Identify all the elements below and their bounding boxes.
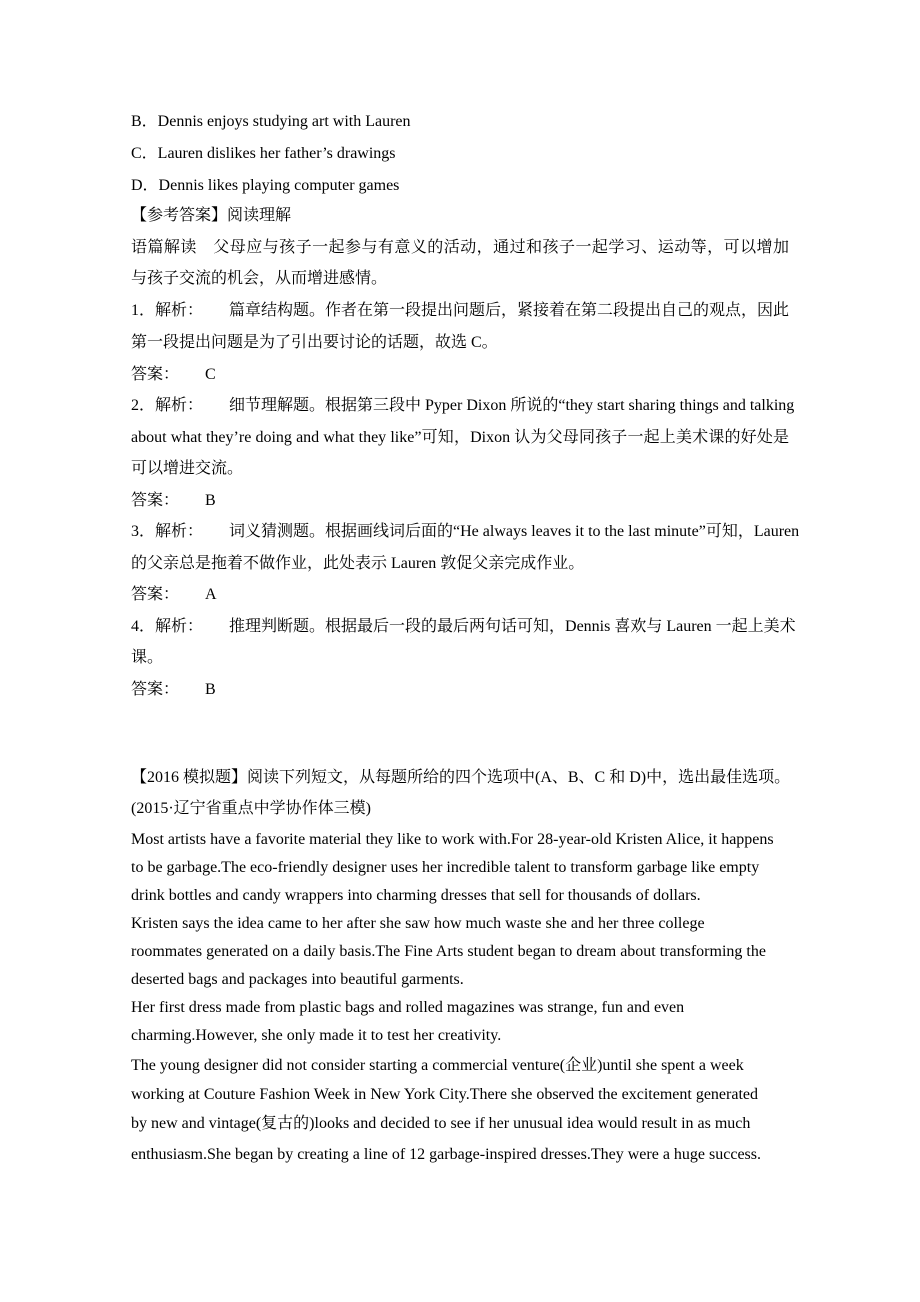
passage-line: by new and vintage(复古的)looks and decided to see if her unusual idea would result in as much xyxy=(131,1115,751,1132)
passage-instruction: 【2016 模拟题】阅读下列短文，从每题所给的四个选项中(A、B、C 和 D)中，选出最佳选项。 xyxy=(131,769,791,786)
explanation-4 xyxy=(131,617,796,637)
explanation-label: 4．解析： xyxy=(131,618,204,635)
explanation-label: 3．解析： xyxy=(131,523,204,540)
passage-line: charming.However, she only made it to test her creativity. xyxy=(131,1027,502,1044)
explanation-1 xyxy=(131,301,789,321)
answer-heading: 【参考答案】阅读理解 xyxy=(131,207,292,224)
explanation-label: 2．解析： xyxy=(131,397,204,414)
answer-1 xyxy=(131,365,789,385)
explanation-text: 第一段提出问题是为了引出要讨论的话题，故选 C。 xyxy=(131,334,498,351)
answer-value: B xyxy=(205,681,216,698)
passage-line: Most artists have a favorite material they like to work with.For 28-year-old Kristen Alice, it happens xyxy=(131,831,774,848)
answer-label: 答案： xyxy=(131,366,180,383)
explanation-text: 推理判断题。根据最后一段的最后两句话可知，Dennis 喜欢与 Lauren 一起上美术 xyxy=(229,618,796,635)
explanation-2 xyxy=(131,396,795,416)
explanation-text: 词义猜测题。根据画线词后面的“He always leaves it to the last minute”可知，Lauren xyxy=(229,523,800,540)
passage-source: (2015·辽宁省重点中学协作体三模) xyxy=(131,800,371,817)
answer-4 xyxy=(131,680,789,700)
explanation-text: 细节理解题。根据第三段中 Pyper Dixon 所说的“they start sharing things and talking xyxy=(229,397,795,414)
answer-value: C xyxy=(205,366,216,383)
passage-line: Kristen says the idea came to her after she saw how much waste she and her three college xyxy=(131,915,705,932)
answer-value: A xyxy=(205,586,217,603)
answer-3 xyxy=(131,585,789,605)
answer-label: 答案： xyxy=(131,586,180,603)
answer-2 xyxy=(131,491,789,511)
option-c: C．Lauren dislikes her father’s drawings xyxy=(131,145,396,162)
explanation-text: 篇章结构题。作者在第一段提出问题后，紧接着在第二段提出自己的观点，因此 xyxy=(229,302,790,319)
explanation-text: 可以增进交流。 xyxy=(131,460,244,477)
option-d: D．Dennis likes playing computer games xyxy=(131,177,400,194)
summary-line: 与孩子交流的机会，从而增进感情。 xyxy=(131,270,388,287)
passage-line: enthusiasm.She began by creating a line of 12 garbage-inspired dresses.They were a huge success. xyxy=(131,1146,762,1163)
passage-line: roommates generated on a daily basis.The Fine Arts student began to dream about transforming the xyxy=(131,943,766,960)
explanation-3 xyxy=(131,522,800,542)
answer-value: B xyxy=(205,492,216,509)
answer-label: 答案： xyxy=(131,681,180,698)
explanation-text: 课。 xyxy=(131,649,164,666)
passage-line: Her first dress made from plastic bags and rolled magazines was strange, fun and even xyxy=(131,999,685,1016)
option-b: B．Dennis enjoys studying art with Lauren xyxy=(131,113,411,130)
passage-line: working at Couture Fashion Week in New York City.There she observed the excitement generated xyxy=(131,1086,758,1103)
passage-line: drink bottles and candy wrappers into charming dresses that sell for thousands of dollars. xyxy=(131,887,701,904)
passage-line: The young designer did not consider starting a commercial venture(企业)until she spent a week xyxy=(131,1057,744,1074)
explanation-label: 1．解析： xyxy=(131,302,204,319)
answer-label: 答案： xyxy=(131,492,180,509)
passage-line: deserted bags and packages into beautiful garments. xyxy=(131,971,464,988)
passage-line: to be garbage.The eco-friendly designer uses her incredible talent to transform garbage like empty xyxy=(131,859,760,876)
explanation-text: about what they’re doing and what they like”可知，Dixon 认为父母同孩子一起上美术课的好处是 xyxy=(131,429,789,446)
summary-line: 语篇解读 父母应与孩子一起参与有意义的活动，通过和孩子一起学习、运动等，可以增加 xyxy=(131,239,789,256)
explanation-text: 的父亲总是拖着不做作业，此处表示 Lauren 敦促父亲完成作业。 xyxy=(131,555,585,572)
